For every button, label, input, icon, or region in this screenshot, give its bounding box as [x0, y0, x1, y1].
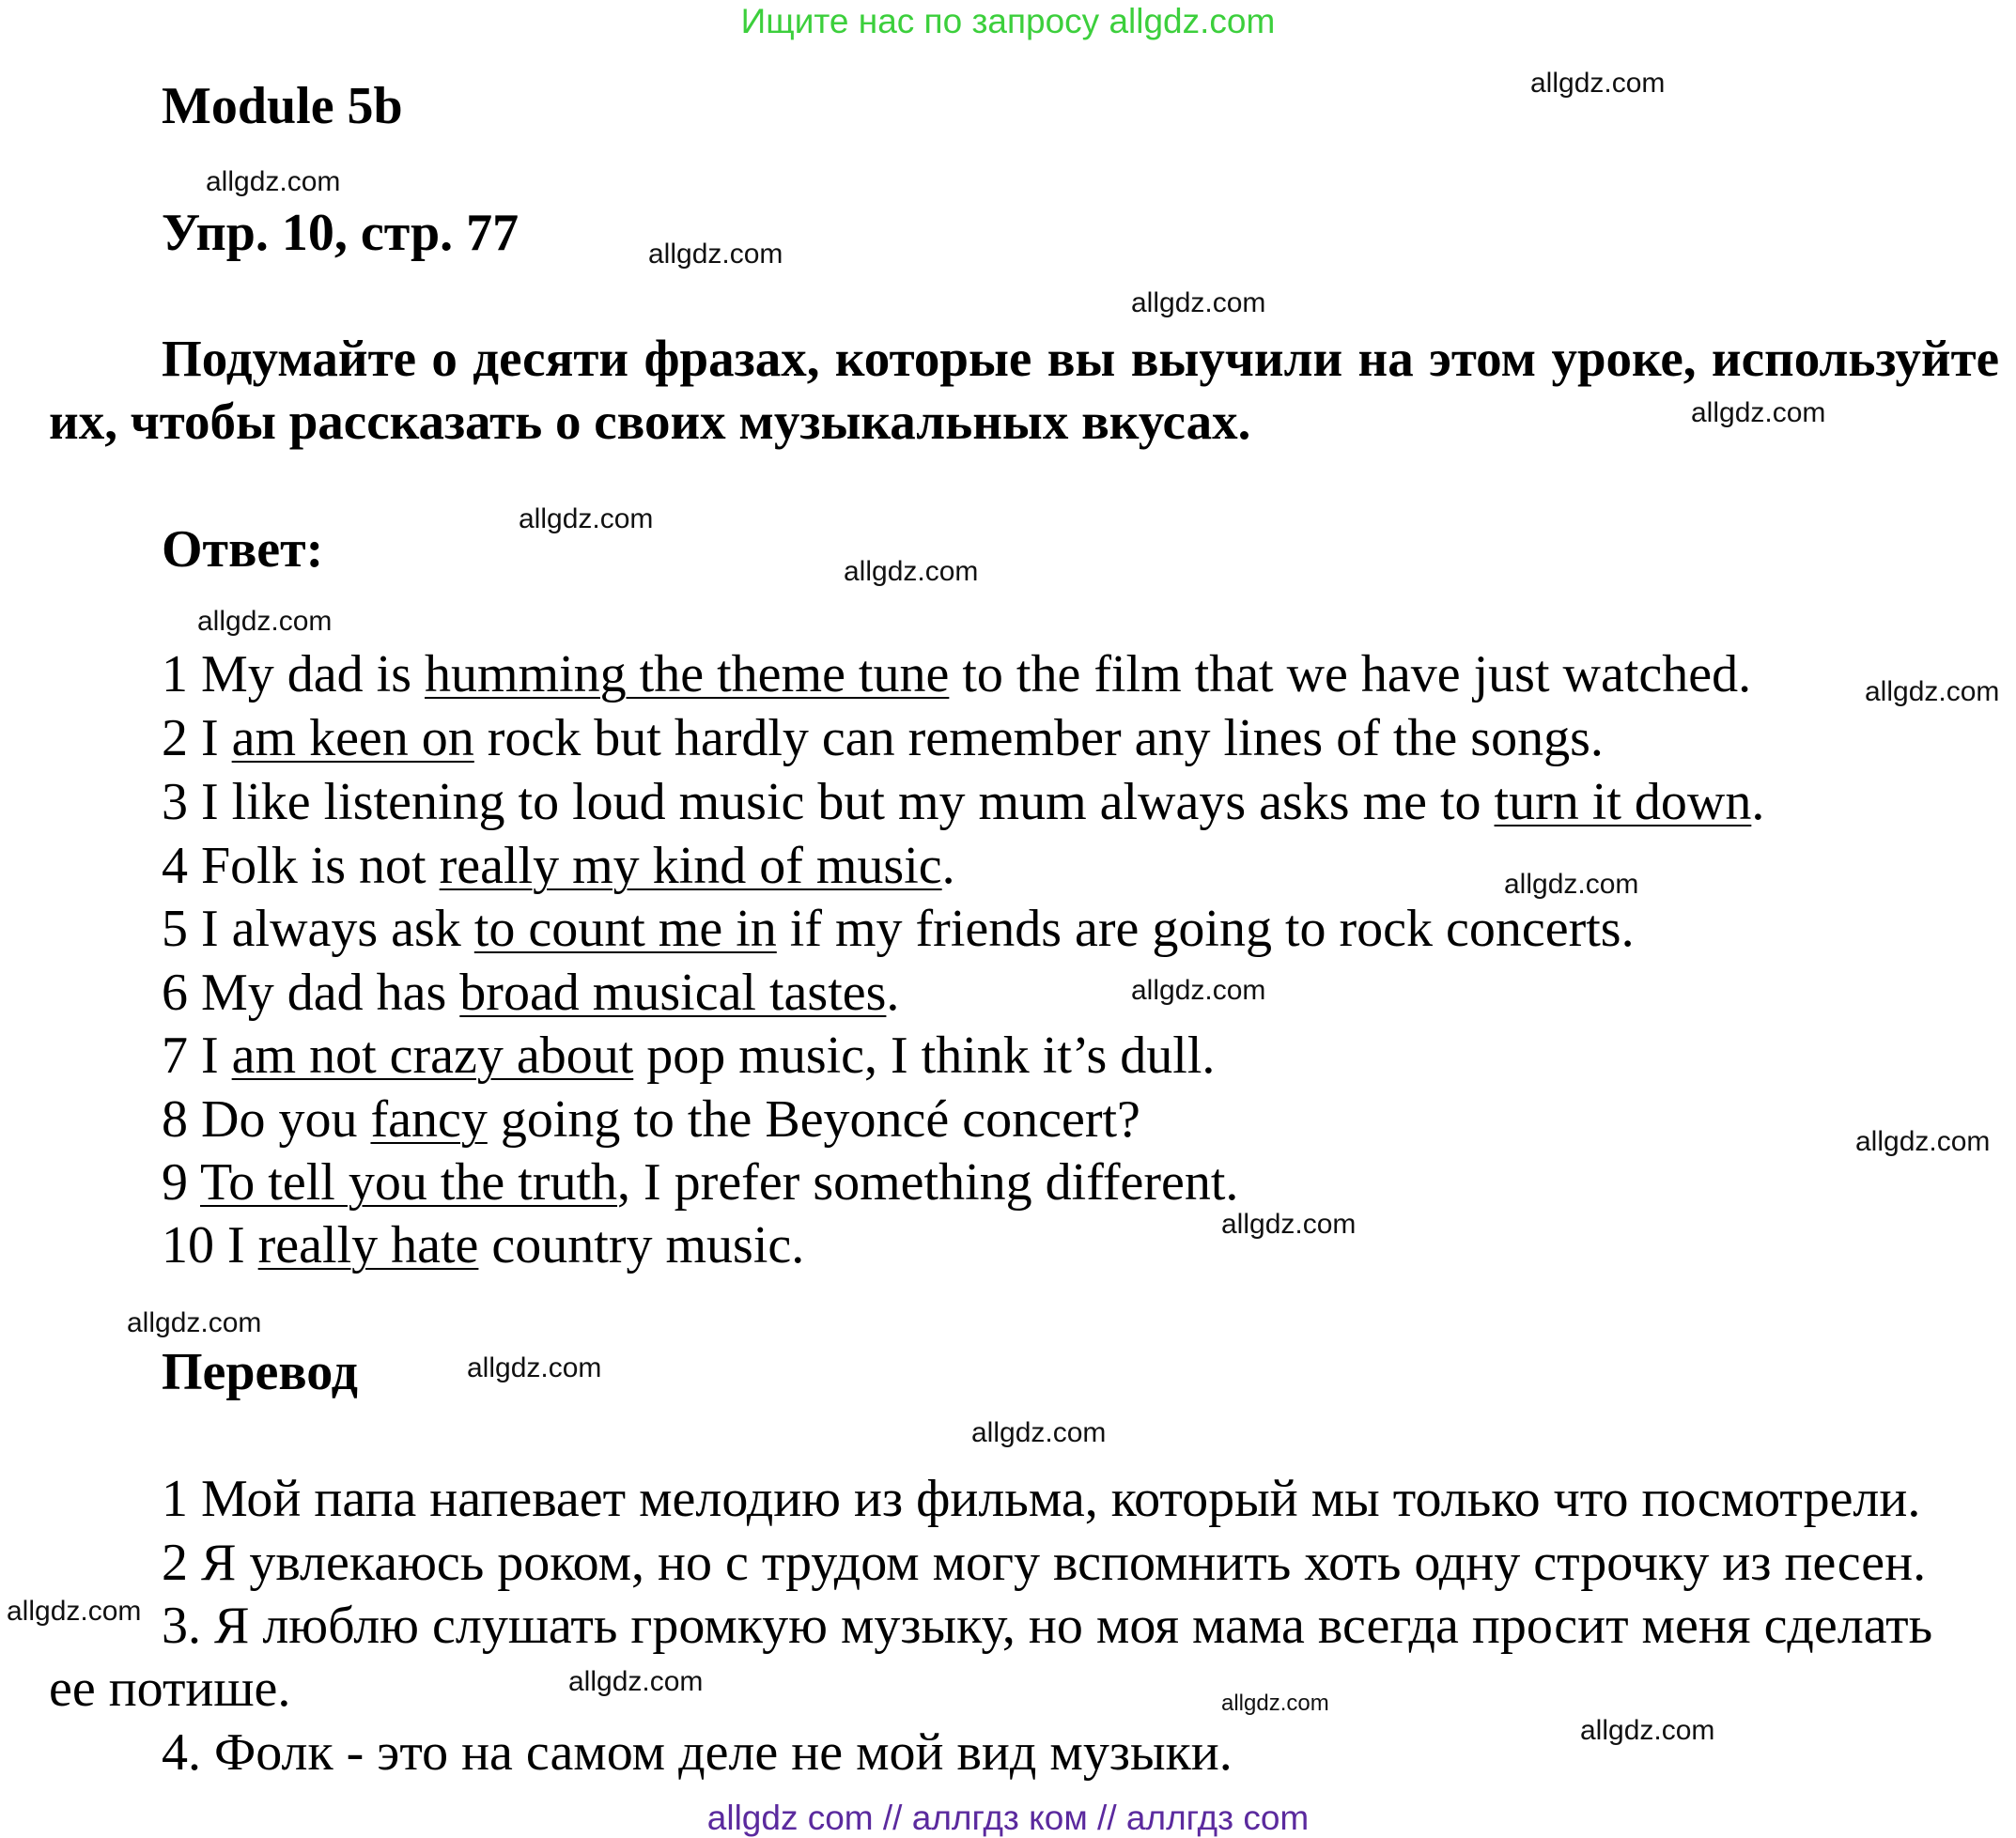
watermark: allgdz.com [971, 1417, 1107, 1448]
answer-text: rock but hardly can remember any lines of the songs. [473, 709, 1604, 767]
search-banner: Ищите нас по запросу allgdz.com [740, 2, 1276, 40]
answer-text: pop music, I think it’s dull. [633, 1027, 1216, 1085]
answer-text: going to the Beyoncé concert? [487, 1090, 1140, 1149]
task-instruction: Подумайте о десяти фразах, которые вы выучили на этом уроке, используйте их, чтобы рассказать о своих музыкальных вкусах. [49, 330, 1999, 450]
watermark: allgdz.com [467, 1352, 602, 1383]
exercise-title: Упр. 10, стр. 77 [162, 204, 520, 262]
watermark: allgdz.com [1504, 869, 1639, 900]
answer-line [162, 1217, 804, 1274]
watermark: allgdz.com [1221, 1209, 1357, 1240]
translation-line: 3. Я люблю слушать громкую музыку, но моя мама всегда просит меня сделать [162, 1597, 1933, 1655]
watermark: allgdz.com [7, 1596, 142, 1627]
watermark: allgdz.com [568, 1666, 704, 1697]
answer-heading: Ответ: [162, 520, 324, 579]
answer-text: 4 Folk is not [162, 837, 440, 895]
watermark: allgdz.com [648, 239, 783, 270]
watermark: allgdz.com [1131, 975, 1266, 1006]
watermark: allgdz.com [1530, 68, 1666, 99]
answer-line [162, 1154, 1238, 1211]
watermark: allgdz.com [1131, 287, 1266, 318]
answer-text: 8 Do you [162, 1090, 371, 1149]
translation-heading: Перевод [162, 1343, 358, 1401]
watermark: allgdz.com [206, 166, 341, 197]
answer-text: to the film that we have just watched. [949, 645, 1752, 703]
underlined-phrase: turn it down [1494, 773, 1752, 831]
answer-text: 6 My dad has [162, 964, 460, 1022]
underlined-phrase: To tell you the truth [200, 1153, 618, 1212]
translation-line: 4. Фолк - это на самом деле не мой вид музыки. [162, 1723, 1233, 1782]
underlined-phrase: really hate [257, 1216, 479, 1274]
translation-line: ее потише. [49, 1660, 291, 1718]
answer-line [162, 1091, 1140, 1148]
answer-text: country music. [478, 1216, 805, 1274]
answer-text: 2 I [162, 709, 232, 767]
answer-text: , I prefer something different. [617, 1153, 1239, 1212]
answer-text: 7 I [162, 1027, 232, 1085]
answer-line [162, 646, 1751, 703]
underlined-phrase: humming the theme tune [425, 645, 950, 703]
module-title: Module 5b [162, 77, 403, 135]
underlined-phrase: broad musical tastes [459, 964, 887, 1022]
watermark: allgdz.com [1221, 1691, 1329, 1716]
underlined-phrase: to count me in [473, 900, 777, 958]
answer-text: . [1751, 773, 1765, 831]
watermark: allgdz.com [197, 606, 333, 637]
answer-line [162, 901, 1635, 957]
underlined-phrase: fancy [370, 1090, 488, 1149]
answer-line [162, 838, 955, 894]
watermark: allgdz.com [519, 503, 654, 534]
answer-line [162, 1027, 1215, 1084]
underlined-phrase: really my kind of music [439, 837, 942, 895]
underlined-phrase: am not crazy about [231, 1027, 634, 1085]
answer-line [162, 965, 899, 1021]
footer-links: allgdz com // аллгдз ком // аллгдз com [706, 1799, 1310, 1837]
answer-line [162, 710, 1604, 766]
answer-text: . [941, 837, 955, 895]
answer-line [162, 774, 1764, 830]
watermark: allgdz.com [1865, 676, 2000, 707]
watermark: allgdz.com [127, 1307, 262, 1338]
answer-text: 5 I always ask [162, 900, 474, 958]
answer-text: 3 I like listening to loud music but my mum always asks me to [162, 773, 1495, 831]
watermark: allgdz.com [1691, 397, 1826, 428]
answer-text: if my friends are going to rock concerts. [776, 900, 1635, 958]
translation-line: 2 Я увлекаюсь роком, но с трудом могу вспомнить хоть одну строчку из песен. [162, 1534, 1927, 1592]
translation-line: 1 Мой папа напевает мелодию из фильма, который мы только что посмотрели. [162, 1470, 1921, 1528]
watermark: allgdz.com [1855, 1126, 1991, 1157]
watermark: allgdz.com [1580, 1715, 1715, 1746]
answer-text: 10 I [162, 1216, 258, 1274]
answer-text: 9 [162, 1153, 200, 1212]
underlined-phrase: am keen on [231, 709, 474, 767]
answer-text: . [886, 964, 900, 1022]
answer-text: 1 My dad is [162, 645, 425, 703]
watermark: allgdz.com [844, 556, 979, 587]
